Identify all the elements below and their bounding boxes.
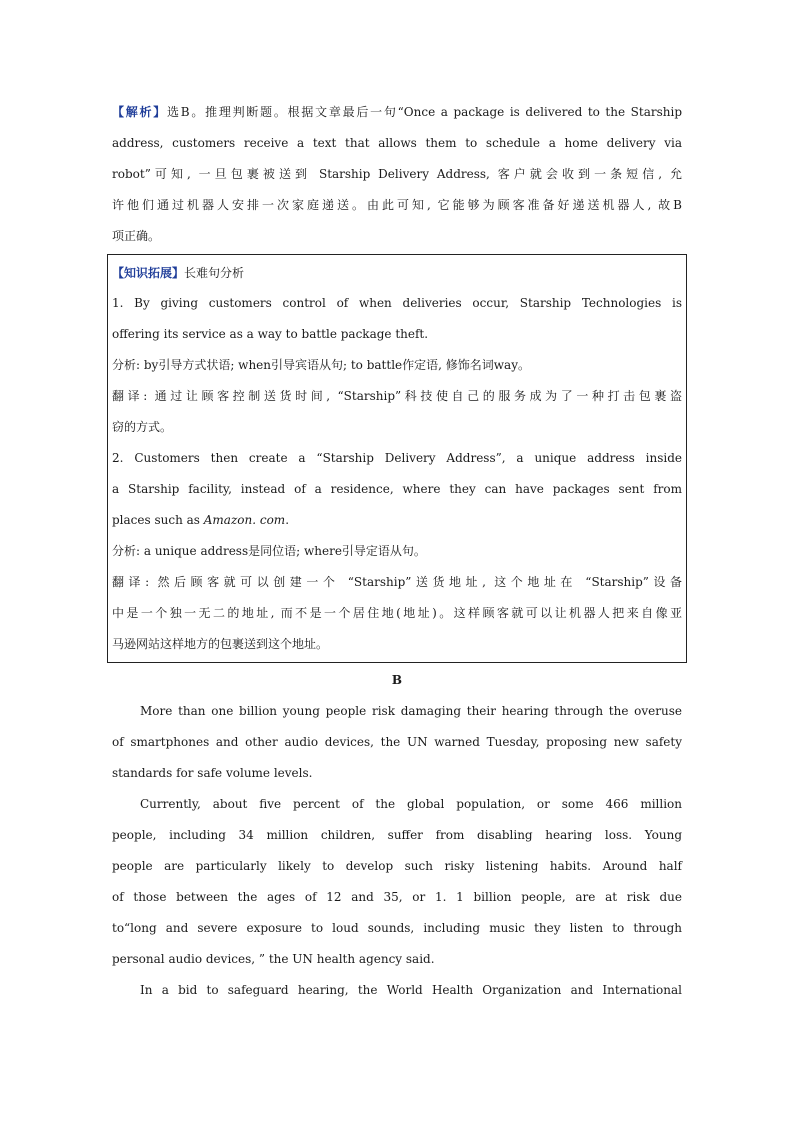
item2-translation-line-1: 翻译: 然后顾客就可以创建一个 “Starship”送货地址, 这个地址在 “Starship”设备 (112, 575, 682, 589)
analysis-line-1: 【解析】选B。推理判断题。根据文章最后一句“Once a package is delivered to the Starship (112, 105, 682, 119)
amazon-italic: Amazon. com (203, 513, 286, 527)
item2-analysis: 分析: a unique address是同位语; where引导定语从句。 (112, 544, 426, 558)
paragraph-2 (112, 789, 682, 975)
item1-translation-line-2: 窃的方式。 (112, 420, 173, 434)
paragraph-3 (112, 975, 682, 1006)
item2-sentence-line-2: a Starship facility, instead of a residence, where they can have packages sent from (112, 482, 682, 496)
analysis-block (112, 97, 682, 252)
paragraph-line: to“long and severe exposure to loud sounds, including music they listen to through (112, 921, 682, 935)
knowledge-title: 【知识拓展】长难句分析 (112, 266, 245, 280)
item1-translation-line-1: 翻译: 通过让顾客控制送货时间, “Starship”科技使自己的服务成为了一种打击包裹盗 (112, 389, 682, 403)
paragraph-line: people, including 34 million children, suffer from disabling hearing loss. Young (112, 828, 682, 842)
paragraph-line: More than one billion young people risk damaging their hearing through the overuse (140, 704, 682, 718)
page-content (112, 97, 682, 1006)
item2-sentence-line-1: 2. Customers then create a “Starship Delivery Address”, a unique address inside (112, 451, 682, 465)
paragraph-line: In a bid to safeguard hearing, the World Health Organization and International (140, 983, 682, 997)
analysis-line-2: address, customers receive a text that allows them to schedule a home delivery via (112, 136, 682, 150)
paragraph-line: of smartphones and other audio devices, the UN warned Tuesday, proposing new safety (112, 735, 682, 749)
item1-sentence-line-2: offering its service as a way to battle package theft. (112, 327, 429, 341)
item2-translation-line-3: 马逊网站这样地方的包裹送到这个地址。 (112, 637, 329, 651)
knowledge-tag: 【知识拓展】 (112, 266, 185, 280)
paragraph-line: people are particularly likely to develop such risky listening habits. Around half (112, 859, 682, 873)
item1-sentence-line-1: 1. By giving customers control of when deliveries occur, Starship Technologies is (112, 296, 682, 310)
knowledge-box (107, 254, 687, 663)
item2-sentence-line-3: places such as Amazon. com. (112, 513, 290, 527)
analysis-line-5: 项正确。 (112, 229, 161, 243)
analysis-line-4: 许他们通过机器人安排一次家庭递送。由此可知, 它能够为顾客准备好递送机器人, 故B (112, 198, 682, 212)
paragraph-line: Currently, about five percent of the global population, or some 466 million (140, 797, 682, 811)
paragraph-line: personal audio devices, ” the UN health agency said. (112, 952, 435, 966)
paragraph-1 (112, 696, 682, 789)
item1-analysis: 分析: by引导方式状语; when引导宾语从句; to battle作定语, 修饰名词way。 (112, 358, 530, 372)
item2-translation-line-2: 中是一个独一无二的地址, 而不是一个居住地(地址)。这样顾客就可以让机器人把来自像亚 (112, 606, 682, 620)
section-letter: B (391, 673, 403, 687)
analysis-tag: 【解析】 (112, 105, 168, 119)
analysis-line-3: robot”可知, 一旦包裹被送到 Starship Delivery Address, 客户就会收到一条短信, 允 (112, 167, 682, 181)
paragraph-line: of those between the ages of 12 and 35, or 1. 1 billion people, are at risk due (112, 890, 682, 904)
paragraph-line: standards for safe volume levels. (112, 766, 313, 780)
